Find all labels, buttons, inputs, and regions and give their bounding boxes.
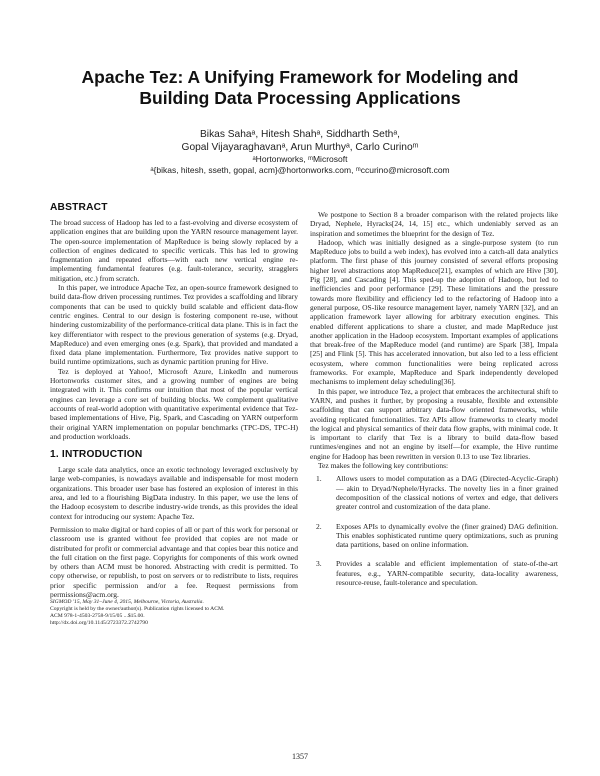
list-item-text: Exposes APIs to dynamically evolve the (finer grained) DAG definition. This enables sophisticated runtime query optimizations, such as pruning data partitions, based on online information. bbox=[336, 521, 558, 550]
list-item bbox=[310, 559, 558, 587]
authors-line-2: Gopal Vijayaraghavanᵃ, Arun Murthyᵃ, Carlo Curinoᵐ bbox=[181, 142, 419, 153]
title-line-2: Building Data Processing Applications bbox=[139, 88, 461, 108]
list-item-number: 2. bbox=[316, 521, 322, 531]
introduction-paragraph-1: Large scale data analytics, once an exotic technology leveraged exclusively by large web-companies, is nowadays available and indispensable for most modern organizations. This broader user base has fostered an explosion of interest in this area, and led to a flourishing BigData industry. In this paper, we use the lens of the Hadoop ecosystem to describe industry-wide trends, as this provides the ideal context for introducing our system: Apache Tez. bbox=[50, 465, 298, 521]
right-paragraph-1: We postpone to Section 8 a broader comparison with the related projects like Dryad, Nephele, Hyracks[24, 14, 15] etc., which undeniably served as an inspiration and sometimes the blueprint for the design of Tez. bbox=[310, 210, 558, 238]
list-item-text: Provides a scalable and efficient implementation of state-of-the-art features, e.g., YARN-compatible security, data-locality awareness, resource-reuse, fault-tolerance and speculation. bbox=[336, 559, 558, 587]
list-item-number: 3. bbox=[316, 559, 322, 569]
list-item bbox=[310, 522, 558, 550]
abstract-paragraph-1: The broad success of Hadoop has led to a fast-evolving and diverse ecosystem of application engines that are building upon the YARN resource management layer. The open-source implementation of MapReduce is being slowly replaced by a collection of engines dedicated to specific verticals. This has led to growing fragmentation and repeated efforts—with each new vertical engine re-implementing fundamental features (e.g. fault-tolerance, security, stragglers mitigation, etc.) from scratch. bbox=[50, 218, 298, 283]
right-paragraph-3: In this paper, we introduce Tez, a project that embraces the architectural shift to YARN, and pushes it further, by proposing a reusable, flexible and extensible scaffolding that can support arbitrary data-flow oriented frameworks, while avoiding replicated functionalities. Tez APIs allow frameworks to clearly model the logical and physical semantics of their data flow graphs, with minimal code. It is important to clarify that Tez is a library to build data-flow based runtimes/engines and not an engine by itself—for example, the Hive runtime engine for Hadoop has been rewritten in version 0.13 to use Tez libraries. bbox=[310, 386, 558, 461]
permission-notice bbox=[50, 525, 298, 627]
list-item bbox=[310, 474, 558, 511]
title-line-1: Apache Tez: A Unifying Framework for Modeling and bbox=[81, 67, 519, 87]
list-item-text: Allows users to model computation as a DAG (Directed-Acyclic-Graph) — akin to Dryad/Nephele/Hyracks. The novelty lies in a finer grained decomposition of the classical notions of vertex and edge, that delivers greater control and customization of the data plane. bbox=[336, 474, 558, 512]
right-paragraph-4: Tez makes the following key contributions: bbox=[318, 461, 449, 471]
abstract-heading: ABSTRACT bbox=[50, 202, 108, 213]
contributions-list bbox=[310, 474, 558, 587]
right-column bbox=[310, 210, 558, 597]
abstract-paragraph-2: In this paper, we introduce Apache Tez, an open-source framework designed to build data-flow driven processing runtimes. Tez provides a scaffolding and library components that can be used to quickly build scalable and efficient data-flow centric engines. Central to our design is fostering component re-use, without hindering customizability of the performance-critical data plane. This is in fact the key differentiator with respect to the previous generation of systems (e.g. Dryad, MapReduce) and even emerging ones (e.g. Spark), that provided and mandated a fixed data plane implementation. Furthermore, Tez provides native support to build runtime optimizations, such as dynamic partition pruning for Hive. bbox=[50, 283, 298, 367]
list-item-number: 1. bbox=[316, 474, 322, 484]
paper-title bbox=[40, 67, 560, 109]
author-block bbox=[40, 128, 560, 175]
isbn-line: ACM 978-1-4503-2758-9/15/05 ...$15.00. bbox=[50, 613, 145, 620]
permission-text: Permission to make digital or hard copies of all or part of this work for personal or classroom use is granted without fee provided that copies are not made or distributed for profit or commercial advantage and that copies bear this notice and the full citation on the first page. Copyrights for components of this work owned by others than ACM must be honored. Abstracting with credit is permitted. To copy otherwise, or republish, to post on servers or to redistribute to lists, requires prior specific permission and/or a fee. Request permissions from permissions@acm.org. bbox=[50, 524, 298, 599]
conference-info: SIGMOD '15, May 31–June 4, 2015, Melbourne, Victoria, Australia. bbox=[50, 599, 204, 606]
copyright-line: Copyright is held by the owner/author(s). Publication rights licensed to ACM. bbox=[50, 606, 225, 613]
doi-link[interactable]: http://dx.doi.org/10.1145/2723372.2742790 bbox=[50, 620, 148, 626]
abstract-paragraph-3: Tez is deployed at Yahoo!, Microsoft Azure, LinkedIn and numerous Hortonworks customer sites, and a growing number of engines are being integrated with it. This confirms our intuition that most of the popular vertical engines can leverage a core set of building blocks. We complement qualitative accounts of real-world adoption with quantitative experimental evidence that Tez-based implementations of Hive, Pig, Spark, and Cascading on YARN outperform their original YARN implementation on popular benchmarks (TPC-DS, TPC-H) and production workloads. bbox=[50, 366, 298, 441]
author-emails: ᵃ{bikas, hitesh, sseth, gopal, acm}@hortonworks.com, ᵐccurino@microsoft.com bbox=[150, 164, 450, 175]
authors-line-1: Bikas Sahaᵃ, Hitesh Shahᵃ, Siddharth Sethᵃ, bbox=[200, 129, 400, 140]
affiliations: ᵃHortonworks, ᵐMicrosoft bbox=[252, 154, 348, 164]
introduction-heading: 1. INTRODUCTION bbox=[50, 449, 143, 461]
left-column bbox=[50, 202, 298, 627]
page-number: 1357 bbox=[292, 752, 308, 761]
right-paragraph-2: Hadoop, which was initially designed as a single-purpose system (to run MapReduce jobs to build a web index), has evolved into a catch-all data analytics platform. The first phase of this journey consisted of several efforts proposing higher level abstractions atop MapReduce[21], examples of which are Hive [30], Pig [28], and Cascading [4]. This sped-up the adoption of Hadoop, but led to inefficiencies and poor performance [29]. These limitations and the pressure towards more flexibility and efficiency led to the refactoring of Hadoop into a general purpose, OS-like resource management layer, namely YARN [32], and an application framework layer allowing for arbitrary execution engines. This enabled different applications to share a cluster, and made MapReduce just another application in the Hadoop ecosystem. Important examples of applications that break-free of the MapReduce model (and runtime) are Spark [38], Impala [25] and Flink [5]. This has accelerated innovation, but also led to a less efficient ecosystem, where common functionalities were being replicated across frameworks. For example, MapReduce and Spark independently developed mechanisms to implement delay scheduling[36]. bbox=[310, 237, 558, 387]
